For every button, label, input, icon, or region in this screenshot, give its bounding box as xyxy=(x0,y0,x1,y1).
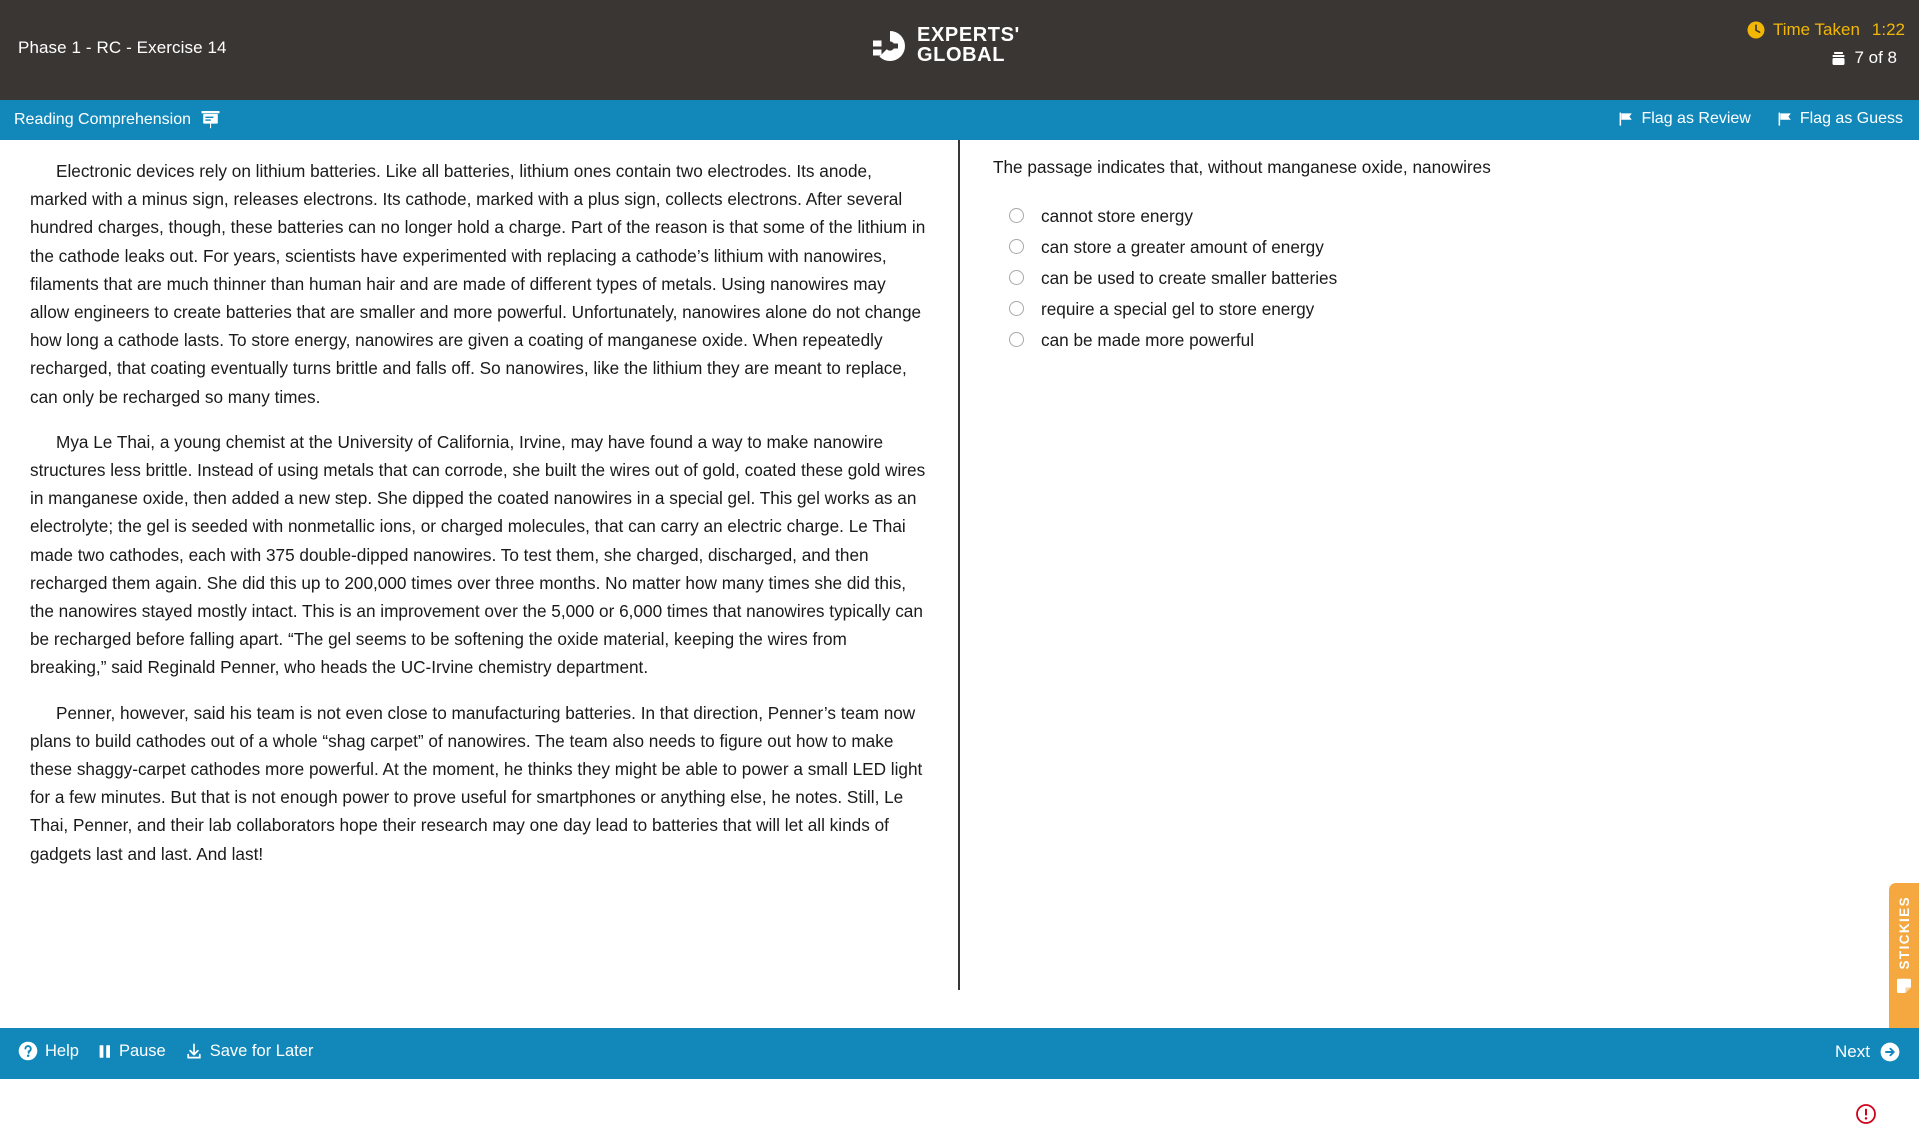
stickies-tab[interactable] xyxy=(1889,883,1919,1043)
question-stem: The passage indicates that, without manganese oxide, nanowires xyxy=(993,157,1491,177)
answer-option-3[interactable] xyxy=(993,262,1899,293)
flag-as-guess-label: Flag as Guess xyxy=(1799,110,1903,127)
alert-circle-icon[interactable] xyxy=(1855,1103,1877,1125)
answer-option-label: can be used to create smaller batteries xyxy=(1041,267,1338,288)
question-circle-icon xyxy=(18,1041,38,1061)
experts-global-mark-icon xyxy=(872,28,908,64)
arrow-right-circle-icon xyxy=(1879,1041,1901,1063)
brand-line-2: GLOBAL xyxy=(917,43,1006,66)
answer-option-label: require a special gel to store energy xyxy=(1041,298,1315,319)
flag-as-guess-button[interactable] xyxy=(1777,110,1903,128)
save-for-later-button[interactable] xyxy=(185,1042,314,1061)
radio-button-4[interactable] xyxy=(1009,301,1024,316)
passage-paragraph: Electronic devices rely on lithium batteries. Like all batteries, lithium ones contain two electrodes. Its anode, marked with a minus sign, releases electrons. Its cathode, marked with a plus sign, collects electrons. After several hundred charges, though, these batteries can no longer hold a charge. Part of the reason is that some of the lithium in the cathode leaks out. For years, scientists have experimented with replacing a cathode’s lithium with nanowires, filaments that are much thinner than human hair and are made of different types of metals. Using nanowires may allow engineers to create batteries that are smaller and more powerful. Unfortunately, nanowires alone do not change how long a cathode lasts. To store energy, nanowires are given a coating of manganese oxide. When repeatedly recharged, that coating eventually turns brittle and falls off. So nanowires, like the lithium they are meant to replace, can only be recharged so many times. xyxy=(30,161,926,407)
section-title-wrap xyxy=(14,109,221,130)
answer-option-4[interactable] xyxy=(993,293,1899,324)
answer-option-label: cannot store energy xyxy=(1041,205,1193,226)
next-button[interactable] xyxy=(1835,1041,1901,1063)
radio-button-3[interactable] xyxy=(1009,270,1024,285)
save-for-later-label: Save for Later xyxy=(209,1041,314,1060)
timer-label: Time Taken xyxy=(1772,20,1860,39)
brand-logo xyxy=(872,26,1020,65)
radio-button-1[interactable] xyxy=(1009,208,1024,223)
timer-value: 1:22 xyxy=(1871,20,1905,39)
passage-pane xyxy=(0,140,956,1028)
flag-buttons-group xyxy=(1618,110,1903,128)
passage-paragraph: Penner, however, said his team is not even close to manufacturing batteries. In that direction, Penner’s team now plans to build cathodes out of a whole “shag carpet” of nanowires. The team also needs to figure out how to make these shaggy-carpet cathodes more powerful. At the moment, he thinks they might be able to power a small LED light for a few minutes. But that is not enough power to prove useful for smartphones or anything else, he notes. Still, Le Thai, Penner, and their lab collaborators hope their research may one day lead to batteries that will let all kinds of gadgets last and last. And last! xyxy=(30,702,923,864)
pause-icon xyxy=(98,1043,112,1060)
pause-label: Pause xyxy=(118,1041,166,1060)
pause-button[interactable] xyxy=(98,1042,166,1061)
flag-icon xyxy=(1777,111,1793,127)
progress-block xyxy=(1830,48,1897,68)
sticky-note-icon xyxy=(1895,977,1913,995)
flag-icon xyxy=(1618,111,1634,127)
passage-paragraph: Mya Le Thai, a young chemist at the University of California, Irvine, may have found a way to make nanowire structures less brittle. Instead of using metals that can corrode, she built the wires out of gold, coated these gold wires in manganese oxide, then added a new step. She dipped the coated nanowires in a special gel. This gel works as an electrolyte; the gel is seeded with nonmetallic ions, or charged molecules, that can carry an electric charge. Le Thai made two cathodes, each with 375 double-dipped nanowires. To test them, she charged, discharged, and then recharged them again. She did this up to 200,000 times over three months. No matter how many times she did this, the nanowires stayed mostly intact. This is an improvement over the 5,000 or 6,000 times that nanowires typically can be recharged before falling apart. “The gel seems to be softening the oxide material, keeping the wires from breaking,” said Reginald Penner, who heads the UC-Irvine chemistry department. xyxy=(30,431,926,678)
progress-value: 7 of 8 xyxy=(1854,48,1897,67)
flag-as-review-button[interactable] xyxy=(1618,110,1750,128)
answer-option-label: can be made more powerful xyxy=(1041,329,1255,350)
presentation-board-icon[interactable] xyxy=(200,109,221,130)
stickies-label: STICKIES xyxy=(1896,896,1912,970)
clock-icon xyxy=(1747,21,1765,39)
bottom-actions-group xyxy=(18,1041,313,1061)
next-label: Next xyxy=(1835,1042,1870,1061)
download-arrow-icon xyxy=(185,1042,203,1061)
help-label: Help xyxy=(45,1041,79,1060)
section-bar xyxy=(0,100,1919,140)
section-title: Reading Comprehension xyxy=(14,110,191,128)
answer-option-1[interactable] xyxy=(993,200,1899,231)
radio-button-5[interactable] xyxy=(1009,332,1024,347)
content-area xyxy=(0,140,1919,1028)
brand-wordmark xyxy=(917,26,1020,65)
answer-option-5[interactable] xyxy=(993,324,1899,355)
top-header-bar xyxy=(0,0,1919,100)
bottom-bar xyxy=(0,1028,1919,1079)
answer-options-list xyxy=(993,200,1899,355)
question-stack-icon xyxy=(1830,50,1847,67)
answer-option-label: can store a greater amount of energy xyxy=(1041,236,1324,257)
brand-line-1: EXPERTS' xyxy=(917,24,1020,46)
help-button[interactable] xyxy=(18,1041,79,1061)
radio-button-2[interactable] xyxy=(1009,239,1024,254)
timer-block xyxy=(1747,20,1905,40)
flag-as-review-label: Flag as Review xyxy=(1641,110,1751,127)
question-pane xyxy=(960,140,1919,1028)
answer-option-2[interactable] xyxy=(993,231,1899,262)
exercise-title: Phase 1 - RC - Exercise 14 xyxy=(18,38,227,57)
